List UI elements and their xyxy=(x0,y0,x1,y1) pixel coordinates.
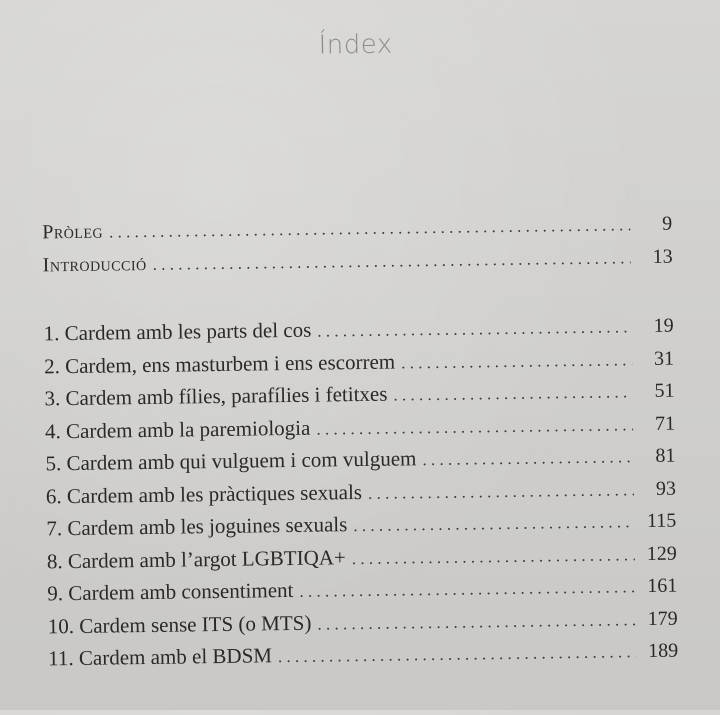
toc-entry-page: 51 xyxy=(654,379,675,402)
toc-entry-label: 10. Cardem sense ITS (o MTS) xyxy=(47,610,312,638)
dot-leader xyxy=(299,571,635,608)
toc-entry-label: 5. Cardem amb qui vulguem i com vulguem xyxy=(45,446,417,476)
dot-leader xyxy=(401,344,632,380)
toc-entry-page: 13 xyxy=(652,245,673,268)
dot-leader xyxy=(393,376,633,412)
toc-entry-label: 11. Cardem amb el BDSM xyxy=(48,643,273,671)
dot-leader xyxy=(368,474,634,510)
toc-entry-page: 115 xyxy=(646,509,677,533)
front-matter-list xyxy=(42,208,673,283)
toc-entry-label: 3. Cardem amb fílies, parafílies i fetitxes xyxy=(44,381,388,411)
toc-entry-page: 129 xyxy=(646,542,677,565)
dot-leader xyxy=(278,636,637,673)
dot-leader xyxy=(316,409,633,446)
toc-entry-label: 1. Cardem amb les parts del cos xyxy=(43,317,312,346)
toc-entry-page: 93 xyxy=(655,477,677,500)
toc-entry-page: 189 xyxy=(648,639,679,663)
toc-entry-page: 71 xyxy=(654,412,676,435)
toc-entry-page: 9 xyxy=(662,212,673,235)
toc-entry-label: 9. Cardem amb consentiment xyxy=(47,577,294,606)
toc-entry-label: 4. Cardem amb la paremiologia xyxy=(44,415,311,443)
toc-entry-page: 81 xyxy=(655,444,676,467)
dot-leader xyxy=(353,506,634,542)
toc-entry-label: Pròleg xyxy=(42,220,104,244)
toc-entry-label: 2. Cardem, ens masturbem i ens escorrem xyxy=(43,349,396,378)
toc-entry-label: 8. Cardem amb l’argot LGBTIQA+ xyxy=(46,544,346,573)
dot-leader xyxy=(352,539,635,575)
chapter-list xyxy=(43,309,678,675)
toc-entry-page: 19 xyxy=(653,314,674,337)
toc-entry-page: 179 xyxy=(647,607,678,630)
toc-entry-label: Introducció xyxy=(42,252,147,277)
dot-leader xyxy=(317,311,632,348)
dot-leader xyxy=(317,604,636,641)
dot-leader xyxy=(152,241,630,281)
toc-entry-label: 6. Cardem amb les pràctiques sexuals xyxy=(45,479,363,508)
toc-entry-label: 7. Cardem amb les joguines sexuals xyxy=(46,512,348,541)
page-title: Índex xyxy=(318,29,393,61)
toc-entry-page: 31 xyxy=(653,347,675,370)
toc-entry-page: 161 xyxy=(647,574,678,598)
dot-leader xyxy=(422,441,633,476)
